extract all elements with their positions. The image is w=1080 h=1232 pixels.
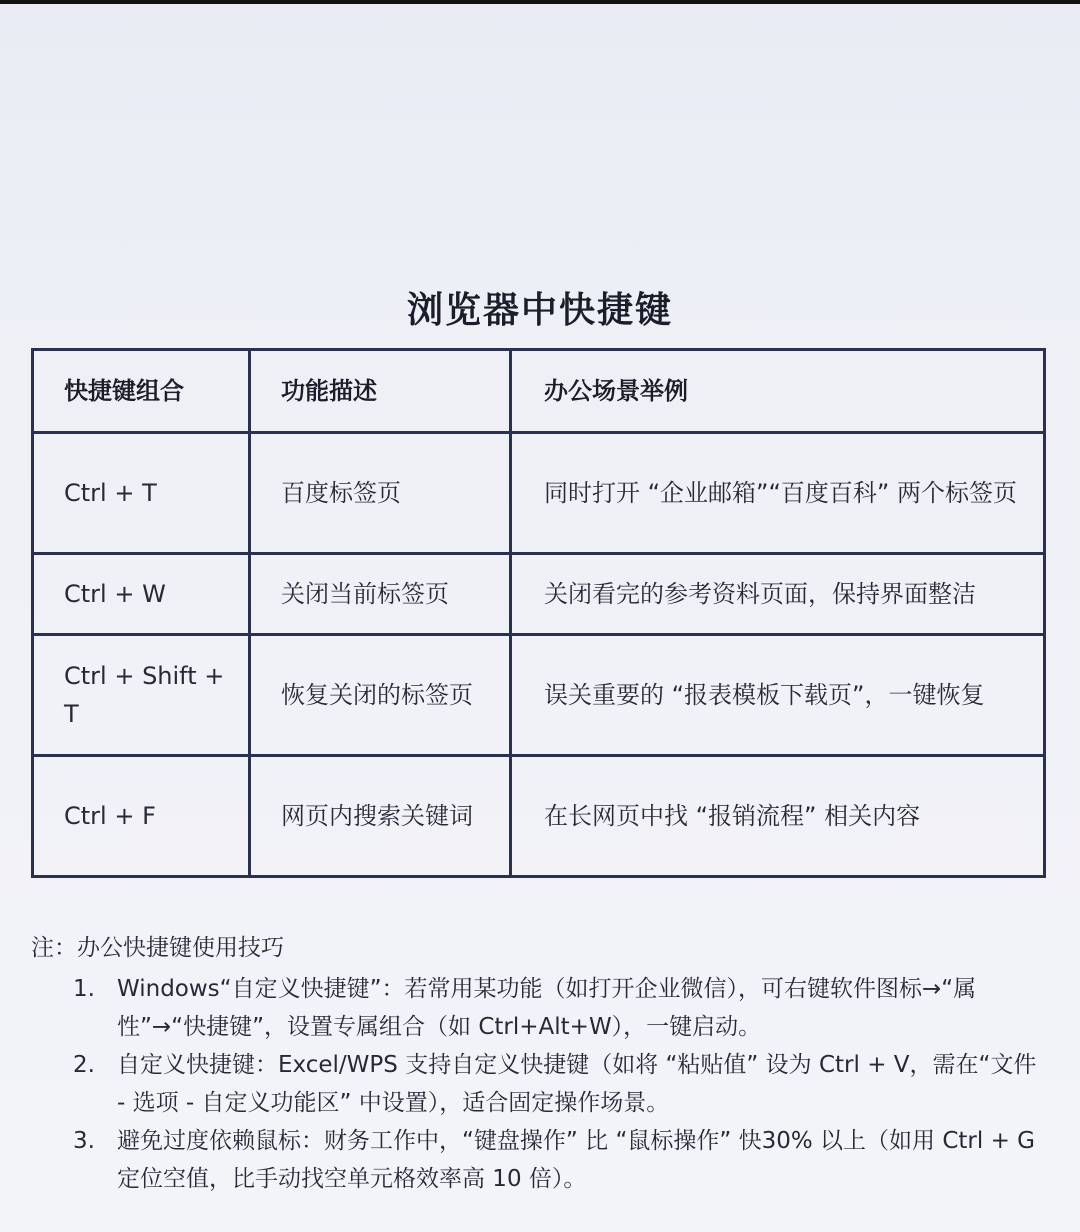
- header-example: 办公场景举例: [511, 350, 1045, 433]
- list-item-text: Windows“自定义快捷键”：若常用某功能（如打开企业微信），可右键软件图标→“属性”→“快捷键”，设置专属组合（如 Ctrl+Alt+W），一键启动。: [117, 976, 977, 1040]
- cell-function: 恢复关闭的标签页: [250, 635, 511, 756]
- table-row: [33, 433, 1045, 554]
- notes-list: [31, 970, 1051, 1198]
- shortcut-table: [31, 348, 1046, 878]
- cell-example: 在长网页中找 “报销流程” 相关内容: [511, 756, 1045, 877]
- list-item-text: 自定义快捷键：Excel/WPS 支持自定义快捷键（如将 “粘贴值” 设为 Ctrl + V，需在“文件 - 选项 - 自定义功能区” 中设置），适合固定操作场景。: [117, 1052, 1037, 1116]
- table-row: [33, 554, 1045, 635]
- header-function: 功能描述: [250, 350, 511, 433]
- notes-section: [31, 928, 1051, 1198]
- list-item-number: 3.: [73, 1128, 95, 1154]
- notes-heading: 注：办公快捷键使用技巧: [31, 935, 284, 961]
- table-row: [33, 756, 1045, 877]
- top-edge-bar: [0, 0, 1080, 4]
- header-keys: 快捷键组合: [33, 350, 250, 433]
- cell-keys: Ctrl + W: [33, 554, 250, 635]
- cell-example: 同时打开 “企业邮箱”“百度百科” 两个标签页: [511, 433, 1045, 554]
- list-item: [31, 1046, 1051, 1122]
- list-item-number: 1.: [73, 976, 95, 1002]
- list-item: [31, 1122, 1051, 1198]
- cell-keys: Ctrl + F: [33, 756, 250, 877]
- cell-function: 百度标签页: [250, 433, 511, 554]
- cell-keys: Ctrl + T: [33, 433, 250, 554]
- cell-example: 误关重要的 “报表模板下载页”，一键恢复: [511, 635, 1045, 756]
- table-header-row: [33, 350, 1045, 433]
- cell-keys: Ctrl + Shift + T: [33, 635, 250, 756]
- page-title: 浏览器中快捷键: [406, 290, 673, 331]
- list-item-number: 2.: [73, 1052, 95, 1078]
- table-row: [33, 635, 1045, 756]
- cell-function: 网页内搜索关键词: [250, 756, 511, 877]
- list-item-text: 避免过度依赖鼠标：财务工作中，“键盘操作” 比 “鼠标操作” 快30% 以上（如用 Ctrl + G 定位空值，比手动找空单元格效率高 10 倍）。: [117, 1128, 1035, 1192]
- cell-example: 关闭看完的参考资料页面，保持界面整洁: [511, 554, 1045, 635]
- cell-function: 关闭当前标签页: [250, 554, 511, 635]
- list-item: [31, 970, 1051, 1046]
